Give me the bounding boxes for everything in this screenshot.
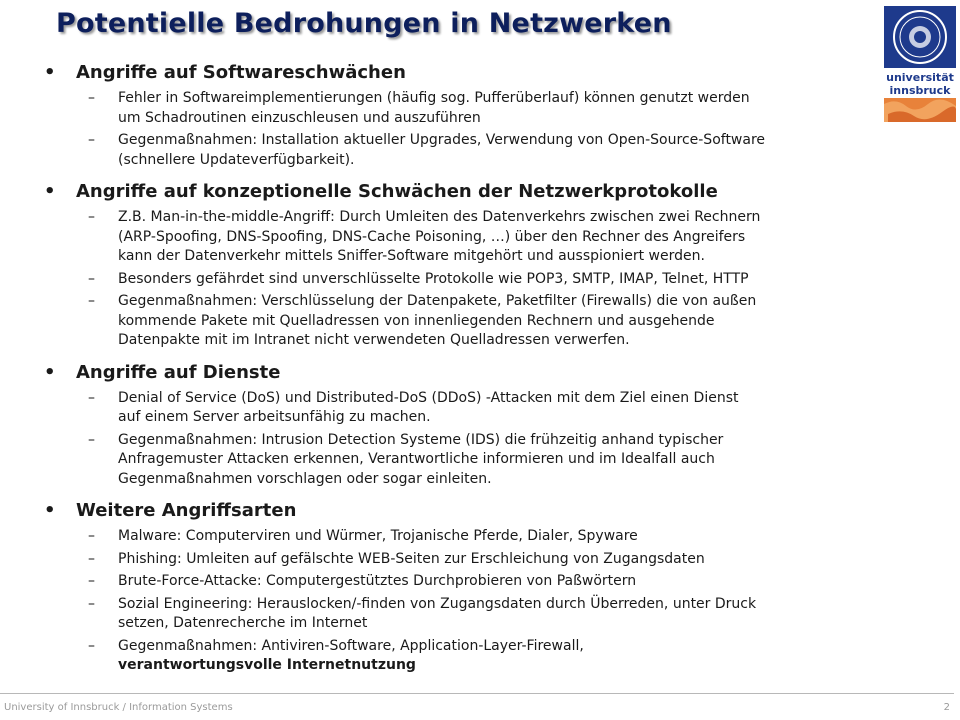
section-heading-text: Angriffe auf Dienste bbox=[76, 361, 281, 383]
list-item-line: Gegenmaßnahmen: Verschlüsselung der Datenpakete, Paketfilter (Firewalls) die von außen bbox=[118, 293, 757, 309]
list-item-line: Datenpakte mit im Intranet nicht verwendeten Quelladressen verwerfen. bbox=[118, 332, 630, 348]
list-item-line: auf einem Server arbeitsunfähig zu machen. bbox=[118, 409, 431, 425]
section-heading bbox=[44, 498, 874, 524]
list-item bbox=[88, 572, 874, 592]
item-list bbox=[44, 89, 874, 170]
emphasis-text: verantwortungsvolle Internetnutzung bbox=[118, 657, 416, 673]
list-item bbox=[88, 527, 874, 547]
list-item bbox=[88, 595, 874, 634]
dash-glyph: – bbox=[88, 293, 95, 309]
footer-divider bbox=[0, 693, 954, 694]
dash-glyph: – bbox=[88, 209, 95, 225]
section-heading bbox=[44, 179, 874, 205]
bullet-glyph: • bbox=[44, 181, 56, 202]
section bbox=[44, 498, 874, 676]
list-item bbox=[88, 89, 874, 128]
dash-glyph: – bbox=[88, 550, 95, 567]
list-item-line: Malware: Computerviren und Würmer, Trojanische Pferde, Dialer, Spyware bbox=[118, 528, 638, 544]
university-logo bbox=[884, 6, 956, 122]
page-number: 2 bbox=[943, 702, 950, 713]
list-item bbox=[88, 292, 874, 351]
dash-glyph: – bbox=[88, 595, 95, 612]
bullet-glyph: • bbox=[44, 62, 56, 83]
section bbox=[44, 60, 874, 170]
list-item-line: um Schadroutinen einzuschleusen und auszuführen bbox=[118, 109, 481, 126]
item-list bbox=[44, 389, 874, 490]
list-item-line: Anfragemuster Attacken erkennen, Verantwortliche informieren und im Idealfall auch bbox=[118, 451, 715, 467]
dash-glyph: – bbox=[88, 431, 95, 448]
section-heading bbox=[44, 60, 874, 86]
dash-glyph: – bbox=[88, 389, 95, 406]
list-item-line: Besonders gefährdet sind unverschlüsselte Protokolle wie POP3, SMTP, IMAP, Telnet, HTTP bbox=[118, 270, 749, 287]
list-item-line: kann der Datenverkehr mittels Sniffer-Software mitgehört und ausspioniert werden. bbox=[118, 248, 705, 264]
list-item-line: (schnellere Updateverfügbarkeit). bbox=[118, 151, 355, 168]
slide-content bbox=[44, 60, 874, 676]
item-list bbox=[44, 208, 874, 351]
dash-glyph: – bbox=[88, 637, 95, 654]
dash-glyph: – bbox=[88, 270, 95, 287]
list-item-line: setzen, Datenrecherche im Internet bbox=[118, 615, 368, 631]
list-item-line: Gegenmaßnahmen vorschlagen oder sogar einleiten. bbox=[118, 470, 492, 487]
slide-title: Potentielle Bedrohungen in Netzwerken bbox=[56, 8, 672, 39]
item-list bbox=[44, 527, 874, 676]
list-item bbox=[88, 431, 874, 490]
list-item-line: Fehler in Softwareimplementierungen (häufig sog. Pufferüberlauf) können genutzt werden bbox=[118, 90, 750, 106]
list-item-line: Z.B. Man-in-the-middle-Angriff: Durch Umleiten des Datenverkehrs zwischen zwei Rechnern bbox=[118, 209, 761, 225]
list-item-line: Sozial Engineering: Herauslocken/-finden von Zugangsdaten durch Überreden, unter Druck bbox=[118, 595, 757, 612]
list-item-line: Gegenmaßnahmen: Installation aktueller Upgrades, Verwendung von Open-Source-Software bbox=[118, 132, 766, 148]
section-heading bbox=[44, 360, 874, 386]
svg-text:innsbruck: innsbruck bbox=[889, 84, 951, 97]
dash-glyph: – bbox=[88, 573, 95, 589]
list-item-line: Gegenmaßnahmen: Intrusion Detection Systeme (IDS) die frühzeitig anhand typischer bbox=[118, 431, 724, 448]
bullet-glyph: • bbox=[44, 361, 56, 383]
svg-text:universität: universität bbox=[886, 71, 954, 84]
section bbox=[44, 179, 874, 351]
dash-glyph: – bbox=[88, 90, 95, 106]
footer-text: University of Innsbruck / Information Systems bbox=[4, 702, 233, 713]
list-item bbox=[88, 637, 874, 676]
list-item bbox=[88, 389, 874, 428]
bullet-glyph: • bbox=[44, 500, 56, 521]
section-heading-text: Weitere Angriffsarten bbox=[76, 500, 297, 521]
list-item-line: (ARP-Spoofing, DNS-Spoofing, DNS-Cache Poisoning, …) über den Rechner des Angreifers bbox=[118, 228, 746, 245]
list-item-line: Denial of Service (DoS) und Distributed-DoS (DDoS) -Attacken mit dem Ziel einen Dienst bbox=[118, 389, 739, 406]
list-item bbox=[88, 208, 874, 267]
list-item-line: Brute-Force-Attacke: Computergestütztes Durchprobieren von Paßwörtern bbox=[118, 573, 637, 589]
section bbox=[44, 360, 874, 490]
dash-glyph: – bbox=[88, 528, 95, 544]
list-item bbox=[88, 270, 874, 290]
list-item-line: kommende Pakete mit Quelladressen von innenliegenden Rechnern und ausgehende bbox=[118, 312, 715, 329]
dash-glyph: – bbox=[88, 132, 95, 148]
list-item bbox=[88, 550, 874, 570]
section-heading-text: Angriffe auf konzeptionelle Schwächen der Netzwerkprotokolle bbox=[76, 181, 718, 202]
section-heading-text: Angriffe auf Softwareschwächen bbox=[76, 62, 406, 83]
list-item-line: Phishing: Umleiten auf gefälschte WEB-Seiten zur Erschleichung von Zugangsdaten bbox=[118, 550, 705, 567]
list-item-line: Gegenmaßnahmen: Antiviren-Software, Application-Layer-Firewall, bbox=[118, 637, 584, 654]
list-item bbox=[88, 131, 874, 170]
